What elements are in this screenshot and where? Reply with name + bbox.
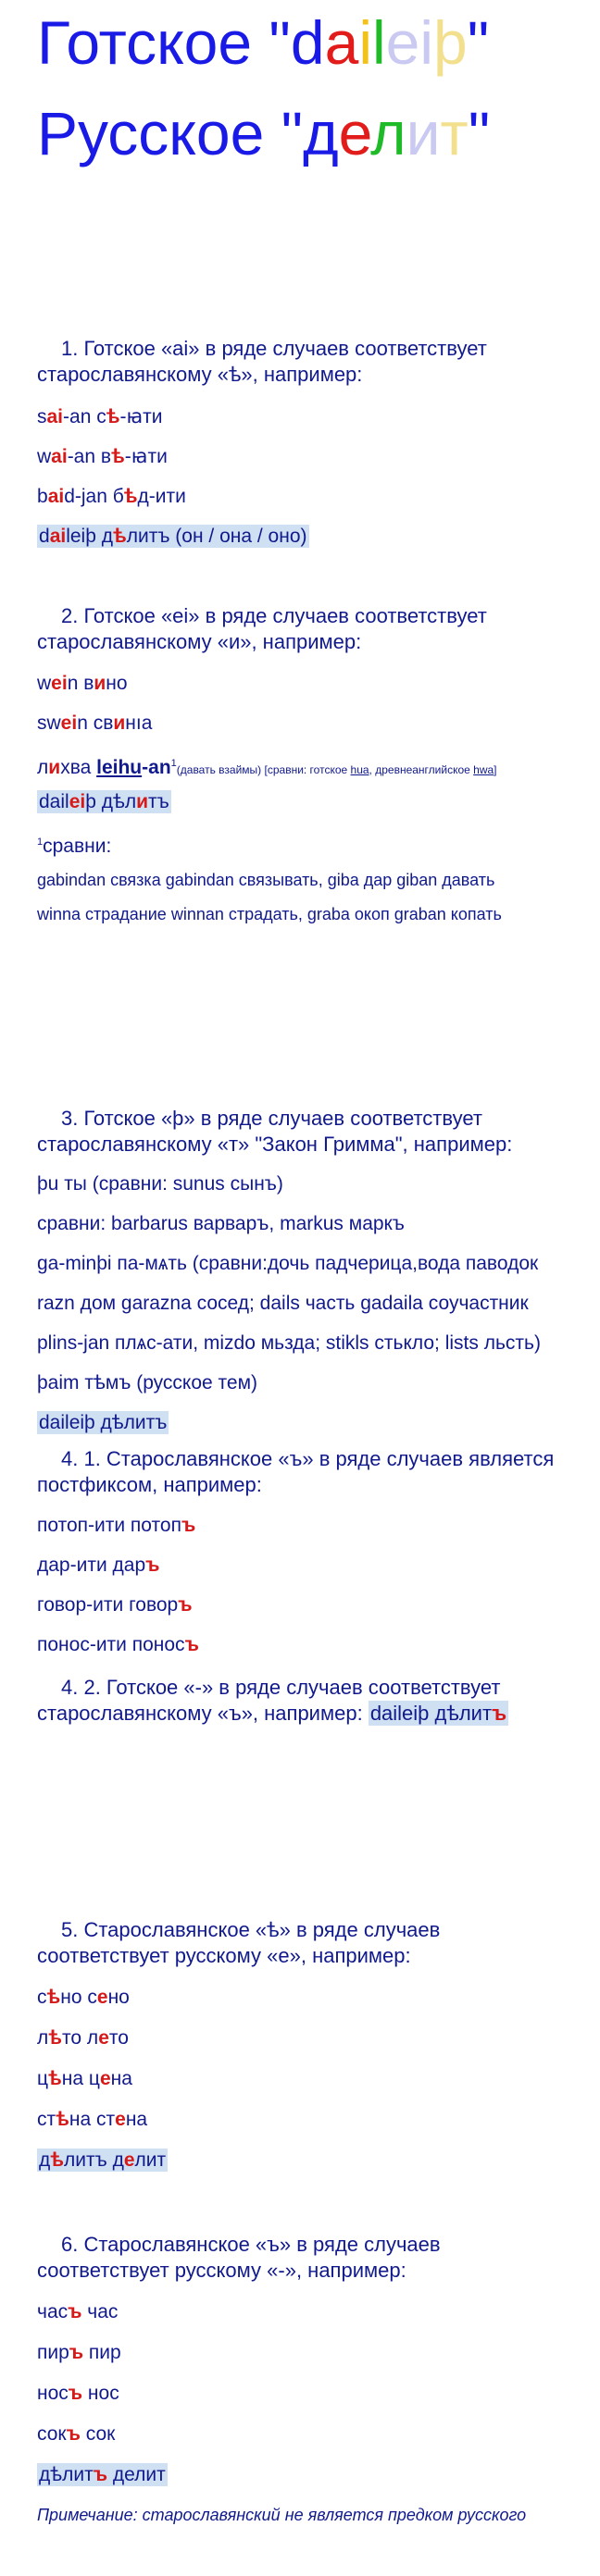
title-letter: е xyxy=(338,99,371,167)
title-letter: a xyxy=(324,8,359,77)
highlighted-example: дѣлитъ делит xyxy=(39,2149,167,2171)
title-letter: т xyxy=(440,99,469,167)
highlighted-example: дѣлитъ делит xyxy=(39,2464,166,2485)
title-letter: i xyxy=(419,8,434,77)
highlighted-example: daileiþ дѣлитъ xyxy=(39,791,169,812)
example-line: wai-an вѣ-ꙗти xyxy=(37,446,168,467)
example-line: plins-jan плѧс-ати, mizdo мьзда; stikls стькло; lists льсть) xyxy=(37,1332,541,1354)
title-letter: л xyxy=(370,99,406,167)
example-line: þaim тѣмъ (русское тем) xyxy=(37,1372,258,1393)
example-line: потоп-ити потопъ xyxy=(37,1515,196,1536)
title-text: Готское " xyxy=(37,8,291,77)
title-letter: þ xyxy=(433,8,468,77)
footnote: Примечание: старославянский не является предком русского xyxy=(37,2506,527,2524)
title-text: " xyxy=(468,99,491,167)
title-letter: д xyxy=(303,99,339,167)
highlighted-example: daileiþ дѣлитъ xyxy=(39,1412,168,1433)
title-line-2 xyxy=(37,100,490,167)
footnote-label: $^1$сравни: xyxy=(37,836,112,857)
example-line: baid-jan бѣд-ити xyxy=(37,486,186,507)
example-line: дар-ити даръ xyxy=(37,1554,160,1576)
example-line: swein свинıа xyxy=(37,712,153,734)
example-line: говор-ити говоръ xyxy=(37,1594,193,1616)
example-line: понос-ити поносъ xyxy=(37,1634,199,1655)
title-letter: i xyxy=(358,8,372,77)
title-letter: e xyxy=(385,8,420,77)
example-line: sai-an сѣ-ꙗти xyxy=(37,406,163,427)
example-line: þu ты (сравни: sunus сынъ) xyxy=(37,1173,283,1195)
title-line-1 xyxy=(37,9,489,76)
example-line: сокъ сок xyxy=(37,2423,116,2445)
example-line: лихва leihu-$an^1(давать$ взаймы) [сравни: готское hua, древнеанглийское hwa] xyxy=(37,757,497,778)
title-text: " xyxy=(467,8,490,77)
example-line: лѣто лето xyxy=(37,2027,129,2049)
section-1-heading: 1. Готское «ai» в ряде случаев соответствует старославянскому «ѣ», например: xyxy=(37,337,487,386)
section-6-heading: 6. Старославянское «ъ» в ряде случаев соответствует русскому «-», например: xyxy=(37,2233,441,2282)
example-line: пиръ пир xyxy=(37,2342,121,2363)
section-2-heading: 2. Готское «ei» в ряде случаев соответствует старославянскому «и», например: xyxy=(37,604,487,653)
example-line: wein вино xyxy=(37,673,128,694)
example-line: носъ нос xyxy=(37,2383,119,2404)
example-line: часъ час xyxy=(37,2301,119,2322)
example-line: сравни: barbarus варваръ, markus маркъ xyxy=(37,1213,405,1234)
title-letter: l xyxy=(371,8,386,77)
section-3-heading: 3. Готское «þ» в ряде случаев соответствует старославянскому «т» "Закон Гримма", например: xyxy=(37,1107,513,1156)
example-line: цѣна цена xyxy=(37,2068,132,2089)
comparison-line: gabindan связка gabindan связывать, giba дар giban давать xyxy=(37,871,495,889)
title-text: Русское " xyxy=(37,99,304,167)
title-letter: и xyxy=(406,99,441,167)
example-line: razn дом garazna сосед; dails часть gadaila соучастник xyxy=(37,1293,529,1314)
section-5-heading: 5. Старославянское «ѣ» в ряде случаев соответствует русскому «е», например: xyxy=(37,1918,441,1967)
comparison-line: winna страдание winnan страдать, graba окоп graban копать xyxy=(37,905,502,923)
example-line: ga-minþi па-мѧть (сравни:дочь падчерица,вода паводок xyxy=(37,1253,539,1274)
title-letter: d xyxy=(290,8,325,77)
example-line: сѣно сено xyxy=(37,1987,130,2008)
example-line: стѣна стена xyxy=(37,2109,148,2130)
section-4-2-heading: 4. 2. Готское «-» в ряде случаев соответствует старославянскому «ъ», например: daileiþ дѣлитъ xyxy=(37,1676,507,1725)
highlighted-example: daileiþ дѣлитъ (он / она / оно) xyxy=(39,526,307,547)
section-4-1-heading: 4. 1. Старославянское «ъ» в ряде случаев является постфиксом, например: xyxy=(37,1447,555,1496)
